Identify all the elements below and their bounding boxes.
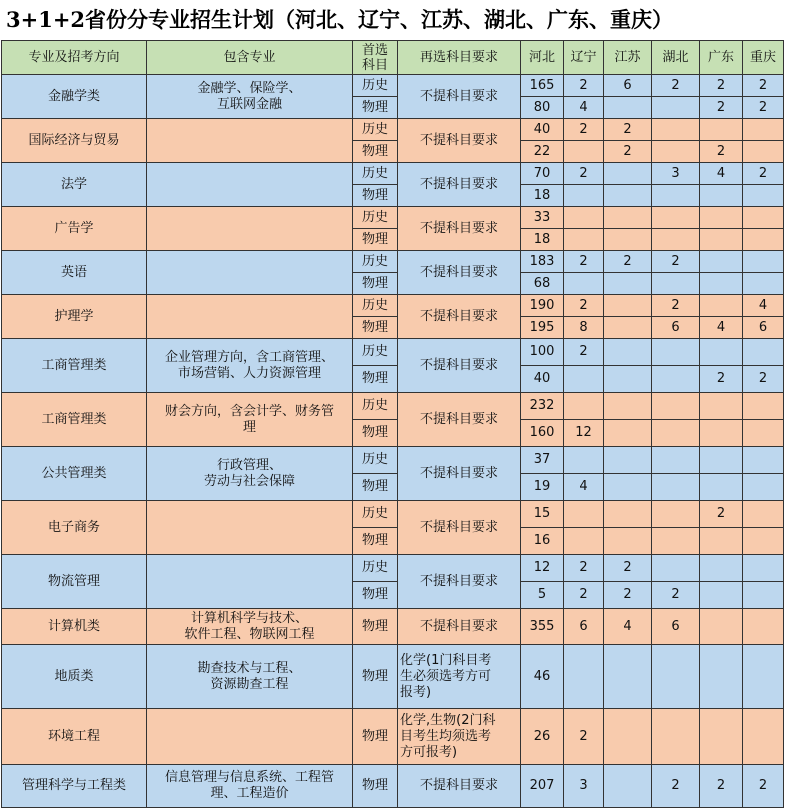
quota-cell-jiangsu: [604, 420, 652, 447]
header-col-first-subject: 首选 科目: [353, 41, 398, 75]
quota-cell-guangdong: [700, 447, 743, 474]
quota-cell-liaoning: 2: [564, 75, 604, 97]
header-col-liaoning: 辽宁: [564, 41, 604, 75]
subject-requirement-cell: 化学,生物(2门科 目考生均须选考 方可报考): [398, 709, 521, 765]
quota-cell-hubei: [652, 645, 700, 709]
quota-cell-hebei: 22: [521, 141, 564, 163]
major-name-cell: 物流管理: [2, 555, 147, 609]
quota-cell-guangdong: [700, 555, 743, 582]
quota-cell-hebei: 40: [521, 119, 564, 141]
quota-cell-liaoning: [564, 185, 604, 207]
quota-cell-guangdong: [700, 229, 743, 251]
quota-cell-jiangsu: [604, 709, 652, 765]
included-programs-cell: 计算机科学与技术、 软件工程、物联网工程: [147, 609, 353, 645]
first-subject-cell: 物理: [353, 229, 398, 251]
quota-cell-liaoning: 2: [564, 709, 604, 765]
quota-cell-chongqing: [743, 501, 784, 528]
table-row: [2, 295, 784, 317]
quota-cell-liaoning: 6: [564, 609, 604, 645]
quota-cell-liaoning: 4: [564, 97, 604, 119]
quota-cell-hubei: [652, 273, 700, 295]
quota-cell-chongqing: [743, 420, 784, 447]
quota-cell-guangdong: 2: [700, 141, 743, 163]
quota-cell-hubei: [652, 185, 700, 207]
subject-requirement-cell: 不提科目要求: [398, 765, 521, 808]
first-subject-cell: 物理: [353, 582, 398, 609]
table-header-row: [2, 41, 784, 75]
quota-cell-hebei: 68: [521, 273, 564, 295]
quota-cell-guangdong: [700, 339, 743, 366]
quota-cell-hubei: [652, 141, 700, 163]
included-programs-cell: [147, 709, 353, 765]
quota-cell-liaoning: 2: [564, 251, 604, 273]
quota-cell-hubei: 2: [652, 765, 700, 808]
enrollment-plan-table: [1, 40, 784, 808]
subject-requirement-cell: 不提科目要求: [398, 295, 521, 339]
header-col-hebei: 河北: [521, 41, 564, 75]
first-subject-cell: 物理: [353, 273, 398, 295]
quota-cell-hebei: 70: [521, 163, 564, 185]
first-subject-cell: 物理: [353, 765, 398, 808]
table-row: [2, 709, 784, 765]
quota-cell-guangdong: [700, 645, 743, 709]
first-subject-cell: 物理: [353, 141, 398, 163]
quota-cell-liaoning: 3: [564, 765, 604, 808]
header-col-jiangsu: 江苏: [604, 41, 652, 75]
first-subject-cell: 历史: [353, 295, 398, 317]
quota-cell-chongqing: [743, 582, 784, 609]
quota-cell-guangdong: 4: [700, 317, 743, 339]
table-row: [2, 393, 784, 420]
major-name-cell: 护理学: [2, 295, 147, 339]
subject-requirement-cell: 不提科目要求: [398, 339, 521, 393]
quota-cell-guangdong: [700, 273, 743, 295]
included-programs-cell: [147, 163, 353, 207]
quota-cell-hebei: 5: [521, 582, 564, 609]
header-col-requirement: 再选科目要求: [398, 41, 521, 75]
quota-cell-guangdong: [700, 295, 743, 317]
major-name-cell: 工商管理类: [2, 393, 147, 447]
included-programs-cell: [147, 555, 353, 609]
quota-cell-liaoning: [564, 447, 604, 474]
table-row: [2, 765, 784, 808]
quota-cell-liaoning: [564, 645, 604, 709]
first-subject-cell: 物理: [353, 185, 398, 207]
quota-cell-hubei: [652, 393, 700, 420]
quota-cell-hubei: [652, 709, 700, 765]
first-subject-cell: 物理: [353, 97, 398, 119]
quota-cell-guangdong: 2: [700, 75, 743, 97]
quota-cell-jiangsu: [604, 97, 652, 119]
quota-cell-jiangsu: 2: [604, 119, 652, 141]
quota-cell-hebei: 183: [521, 251, 564, 273]
quota-cell-hebei: 46: [521, 645, 564, 709]
quota-cell-jiangsu: [604, 393, 652, 420]
quota-cell-guangdong: [700, 185, 743, 207]
quota-cell-hubei: [652, 339, 700, 366]
subject-requirement-cell: 不提科目要求: [398, 501, 521, 555]
quota-cell-liaoning: [564, 273, 604, 295]
subject-requirement-cell: 不提科目要求: [398, 251, 521, 295]
quota-cell-jiangsu: [604, 207, 652, 229]
quota-cell-guangdong: [700, 207, 743, 229]
quota-cell-hebei: 37: [521, 447, 564, 474]
quota-cell-hebei: 100: [521, 339, 564, 366]
quota-cell-hubei: 6: [652, 609, 700, 645]
quota-cell-chongqing: 2: [743, 366, 784, 393]
first-subject-cell: 历史: [353, 393, 398, 420]
quota-cell-liaoning: 12: [564, 420, 604, 447]
included-programs-cell: [147, 295, 353, 339]
quota-cell-hubei: [652, 501, 700, 528]
quota-cell-chongqing: [743, 709, 784, 765]
quota-cell-hebei: 80: [521, 97, 564, 119]
quota-cell-hebei: 26: [521, 709, 564, 765]
quota-cell-guangdong: [700, 609, 743, 645]
quota-cell-jiangsu: 4: [604, 609, 652, 645]
quota-cell-guangdong: 2: [700, 501, 743, 528]
quota-cell-hubei: [652, 229, 700, 251]
quota-cell-hubei: 3: [652, 163, 700, 185]
quota-cell-chongqing: 2: [743, 75, 784, 97]
first-subject-cell: 物理: [353, 645, 398, 709]
quota-cell-hubei: 2: [652, 251, 700, 273]
quota-cell-hebei: 18: [521, 185, 564, 207]
first-subject-cell: 物理: [353, 474, 398, 501]
included-programs-cell: [147, 251, 353, 295]
quota-cell-guangdong: [700, 709, 743, 765]
quota-cell-chongqing: [743, 207, 784, 229]
quota-cell-jiangsu: [604, 474, 652, 501]
quota-cell-chongqing: 6: [743, 317, 784, 339]
first-subject-cell: 历史: [353, 251, 398, 273]
quota-cell-hubei: [652, 555, 700, 582]
quota-cell-liaoning: 2: [564, 119, 604, 141]
included-programs-cell: 勘查技术与工程、 资源勘查工程: [147, 645, 353, 709]
major-name-cell: 环境工程: [2, 709, 147, 765]
quota-cell-liaoning: 2: [564, 582, 604, 609]
quota-cell-guangdong: 4: [700, 163, 743, 185]
header-col-guangdong: 广东: [700, 41, 743, 75]
quota-cell-hebei: 165: [521, 75, 564, 97]
quota-cell-chongqing: [743, 251, 784, 273]
subject-requirement-cell: 不提科目要求: [398, 75, 521, 119]
quota-cell-guangdong: [700, 251, 743, 273]
quota-cell-chongqing: [743, 273, 784, 295]
quota-cell-jiangsu: 2: [604, 251, 652, 273]
quota-cell-hebei: 160: [521, 420, 564, 447]
included-programs-cell: [147, 501, 353, 555]
included-programs-cell: 金融学、保险学、 互联网金融: [147, 75, 353, 119]
quota-cell-liaoning: 2: [564, 163, 604, 185]
header-col-hubei: 湖北: [652, 41, 700, 75]
first-subject-cell: 历史: [353, 75, 398, 97]
table-row: [2, 119, 784, 141]
quota-cell-hebei: 207: [521, 765, 564, 808]
major-name-cell: 计算机类: [2, 609, 147, 645]
subject-requirement-cell: 不提科目要求: [398, 119, 521, 163]
quota-cell-guangdong: [700, 420, 743, 447]
first-subject-cell: 物理: [353, 609, 398, 645]
first-subject-cell: 物理: [353, 366, 398, 393]
quota-cell-jiangsu: [604, 229, 652, 251]
table-row: [2, 555, 784, 582]
quota-cell-guangdong: [700, 119, 743, 141]
quota-cell-liaoning: [564, 229, 604, 251]
quota-cell-hebei: 19: [521, 474, 564, 501]
quota-cell-chongqing: 4: [743, 295, 784, 317]
subject-requirement-cell: 不提科目要求: [398, 163, 521, 207]
table-row: [2, 75, 784, 97]
quota-cell-liaoning: [564, 393, 604, 420]
quota-cell-hubei: [652, 366, 700, 393]
quota-cell-chongqing: [743, 185, 784, 207]
table-row: [2, 645, 784, 709]
table-row: [2, 609, 784, 645]
quota-cell-hebei: 355: [521, 609, 564, 645]
included-programs-cell: 行政管理、 劳动与社会保障: [147, 447, 353, 501]
table-row: [2, 339, 784, 366]
table-row: [2, 251, 784, 273]
quota-cell-chongqing: [743, 141, 784, 163]
quota-cell-jiangsu: [604, 645, 652, 709]
quota-cell-guangdong: 2: [700, 366, 743, 393]
quota-cell-hubei: [652, 207, 700, 229]
header-col-chongqing: 重庆: [743, 41, 784, 75]
quota-cell-hebei: 18: [521, 229, 564, 251]
quota-cell-jiangsu: [604, 273, 652, 295]
major-name-cell: 管理科学与工程类: [2, 765, 147, 808]
included-programs-cell: 企业管理方向，含工商管理、 市场营销、人力资源管理: [147, 339, 353, 393]
quota-cell-jiangsu: [604, 528, 652, 555]
quota-cell-hubei: [652, 528, 700, 555]
quota-cell-hebei: 195: [521, 317, 564, 339]
quota-cell-guangdong: [700, 528, 743, 555]
quota-cell-liaoning: 2: [564, 555, 604, 582]
first-subject-cell: 物理: [353, 317, 398, 339]
quota-cell-jiangsu: [604, 765, 652, 808]
table-row: [2, 447, 784, 474]
quota-cell-guangdong: [700, 393, 743, 420]
included-programs-cell: [147, 119, 353, 163]
quota-cell-guangdong: 2: [700, 765, 743, 808]
quota-cell-jiangsu: 6: [604, 75, 652, 97]
quota-cell-liaoning: 2: [564, 339, 604, 366]
quota-cell-hebei: 190: [521, 295, 564, 317]
quota-cell-jiangsu: 2: [604, 555, 652, 582]
quota-cell-hubei: 6: [652, 317, 700, 339]
quota-cell-chongqing: [743, 447, 784, 474]
quota-cell-guangdong: [700, 474, 743, 501]
subject-requirement-cell: 不提科目要求: [398, 393, 521, 447]
first-subject-cell: 历史: [353, 501, 398, 528]
quota-cell-liaoning: [564, 141, 604, 163]
subject-requirement-cell: 不提科目要求: [398, 555, 521, 609]
quota-cell-liaoning: 8: [564, 317, 604, 339]
page-title: 3+1+2省份分专业招生计划（河北、辽宁、江苏、湖北、广东、重庆）: [6, 7, 674, 32]
header-col-major: 专业及招考方向: [2, 41, 147, 75]
quota-cell-chongqing: [743, 393, 784, 420]
quota-cell-hebei: 232: [521, 393, 564, 420]
quota-cell-chongqing: [743, 339, 784, 366]
quota-cell-liaoning: 4: [564, 474, 604, 501]
quota-cell-jiangsu: 2: [604, 582, 652, 609]
quota-cell-jiangsu: [604, 447, 652, 474]
quota-cell-jiangsu: [604, 295, 652, 317]
quota-cell-chongqing: [743, 609, 784, 645]
first-subject-cell: 历史: [353, 339, 398, 366]
first-subject-cell: 物理: [353, 709, 398, 765]
quota-cell-chongqing: [743, 119, 784, 141]
major-name-cell: 国际经济与贸易: [2, 119, 147, 163]
quota-cell-hubei: [652, 97, 700, 119]
subject-requirement-cell: 不提科目要求: [398, 609, 521, 645]
quota-cell-jiangsu: [604, 339, 652, 366]
quota-cell-hubei: [652, 420, 700, 447]
first-subject-cell: 历史: [353, 555, 398, 582]
quota-cell-jiangsu: [604, 185, 652, 207]
quota-cell-hubei: [652, 474, 700, 501]
included-programs-cell: 财会方向，含会计学、财务管 理: [147, 393, 353, 447]
quota-cell-chongqing: [743, 645, 784, 709]
quota-cell-hubei: [652, 119, 700, 141]
quota-cell-chongqing: [743, 528, 784, 555]
quota-cell-chongqing: [743, 229, 784, 251]
quota-cell-jiangsu: 2: [604, 141, 652, 163]
included-programs-cell: [147, 207, 353, 251]
major-name-cell: 电子商务: [2, 501, 147, 555]
quota-cell-liaoning: [564, 501, 604, 528]
quota-cell-hebei: 16: [521, 528, 564, 555]
major-name-cell: 工商管理类: [2, 339, 147, 393]
major-name-cell: 英语: [2, 251, 147, 295]
major-name-cell: 广告学: [2, 207, 147, 251]
quota-cell-hubei: 2: [652, 582, 700, 609]
quota-cell-liaoning: 2: [564, 295, 604, 317]
quota-cell-chongqing: 2: [743, 765, 784, 808]
first-subject-cell: 物理: [353, 420, 398, 447]
quota-cell-guangdong: 2: [700, 97, 743, 119]
quota-cell-hebei: 12: [521, 555, 564, 582]
table-row: [2, 207, 784, 229]
first-subject-cell: 历史: [353, 447, 398, 474]
quota-cell-jiangsu: [604, 317, 652, 339]
major-name-cell: 法学: [2, 163, 147, 207]
quota-cell-chongqing: 2: [743, 97, 784, 119]
quota-cell-hebei: 15: [521, 501, 564, 528]
quota-cell-chongqing: [743, 555, 784, 582]
major-name-cell: 金融学类: [2, 75, 147, 119]
quota-cell-liaoning: [564, 207, 604, 229]
quota-cell-hubei: 2: [652, 75, 700, 97]
header-col-programs: 包含专业: [147, 41, 353, 75]
table-body: [2, 75, 784, 808]
quota-cell-jiangsu: [604, 501, 652, 528]
subject-requirement-cell: 不提科目要求: [398, 207, 521, 251]
quota-cell-guangdong: [700, 582, 743, 609]
subject-requirement-cell: 不提科目要求: [398, 447, 521, 501]
included-programs-cell: 信息管理与信息系统、工程管 理、工程造价: [147, 765, 353, 808]
quota-cell-chongqing: 2: [743, 163, 784, 185]
quota-cell-jiangsu: [604, 163, 652, 185]
quota-cell-jiangsu: [604, 366, 652, 393]
first-subject-cell: 历史: [353, 119, 398, 141]
first-subject-cell: 历史: [353, 163, 398, 185]
quota-cell-hebei: 40: [521, 366, 564, 393]
quota-cell-liaoning: [564, 528, 604, 555]
quota-cell-liaoning: [564, 366, 604, 393]
major-name-cell: 地质类: [2, 645, 147, 709]
quota-cell-hebei: 33: [521, 207, 564, 229]
table-row: [2, 501, 784, 528]
major-name-cell: 公共管理类: [2, 447, 147, 501]
quota-cell-hubei: [652, 447, 700, 474]
table-row: [2, 163, 784, 185]
first-subject-cell: 历史: [353, 207, 398, 229]
subject-requirement-cell: 化学(1门科目考 生必须选考方可 报考): [398, 645, 521, 709]
quota-cell-hubei: 2: [652, 295, 700, 317]
quota-cell-chongqing: [743, 474, 784, 501]
first-subject-cell: 物理: [353, 528, 398, 555]
